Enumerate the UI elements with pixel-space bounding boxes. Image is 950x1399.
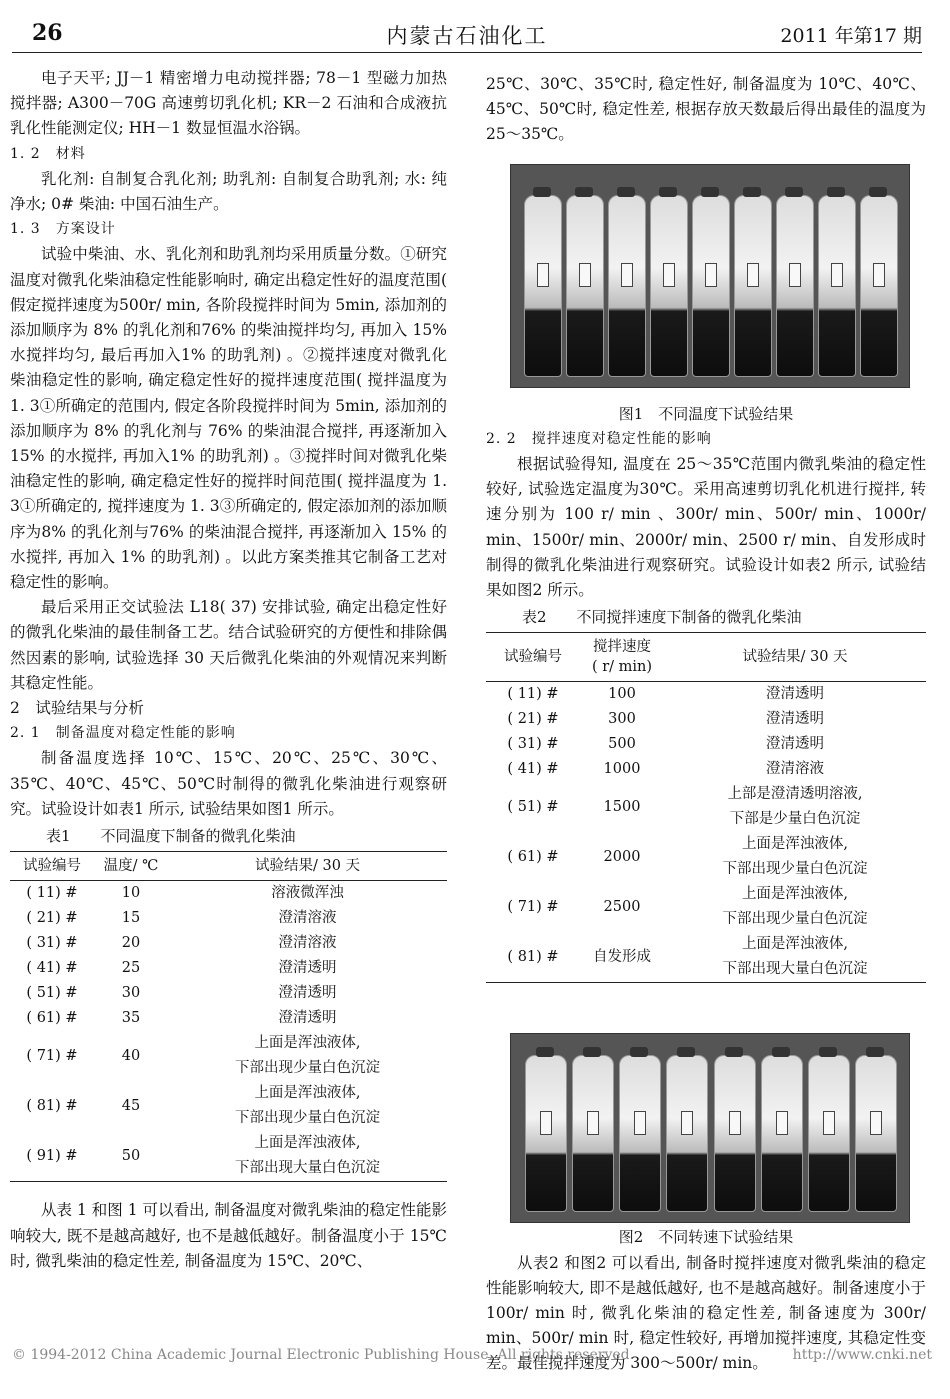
table2-cell-result	[664, 757, 926, 782]
bottle-label	[870, 1111, 882, 1135]
table1-result-line: 上面是浑浊液体,	[254, 1135, 361, 1152]
continuation-paragraph: 25℃、30℃、35℃时, 稳定性好, 制备温度为 10℃、40℃、45℃、50℃时, 稳定性差, 根据存放天数最后得出最佳的温度为 25～35℃。	[486, 75, 926, 144]
section-heading-2-1: 2. 1 制备温度对稳定性能的影响	[10, 725, 236, 742]
table2-cell-value: 300	[608, 711, 636, 728]
bottle-label	[747, 263, 759, 287]
table1-cell-value: 15	[121, 910, 141, 927]
orthogonal-paragraph: 最后采用正交试验法 L18( 37) 安排试验, 确定出稳定性好的微乳化柴油的最佳制备工艺。结合试验研究的方便性和排除偶然因素的影响, 试验选择 30 天后微乳化柴油的外观情况来判断其稳定性能。	[10, 598, 447, 692]
table1-result-line: 下部出现少量白色沉淀	[235, 1110, 380, 1127]
bottle-cap	[819, 1047, 837, 1057]
table2-result-line: 澄清溶液	[766, 761, 824, 778]
table1-cell-value: 20	[121, 935, 141, 952]
table1-header-id: 试验编号	[10, 852, 94, 881]
table1-result-line: 溶液微浑浊	[271, 885, 344, 902]
table1-cell-value: 40	[121, 1047, 141, 1064]
bottle-label	[634, 1111, 646, 1135]
bottle-label	[831, 263, 843, 287]
temperature-paragraph: 制备温度选择 10℃、15℃、20℃、25℃、30℃、35℃、40℃、45℃、50℃时制得的微乳化柴油进行观察研究。试验设计如表1 所示, 试验结果如图1 所示。	[10, 749, 447, 818]
section-heading-1-3: 1. 3 方案设计	[10, 221, 116, 238]
bottle-cap	[772, 1047, 790, 1057]
figure-1-photo	[510, 164, 910, 388]
table2-cell-id: ( 41) #	[507, 761, 559, 778]
table1-result-line: 下部出现大量白色沉淀	[235, 1160, 380, 1177]
bottle-label	[729, 1111, 741, 1135]
table1-cell-result	[168, 906, 447, 931]
table1-cell-value: 30	[121, 985, 141, 1002]
table2-header-speed-unit: ( r/ min)	[591, 659, 653, 676]
table2-header-result: 试验结果/ 30 天	[664, 633, 926, 682]
table1-result-line: 澄清溶液	[278, 935, 337, 952]
table2-cell-id: ( 31) #	[507, 736, 559, 753]
table1-result-line: 澄清溶液	[278, 910, 337, 927]
bottle-cap	[869, 187, 887, 197]
equipment-paragraph: 电子天平; JJ－1 精密增力电动搅拌器; 78－1 型磁力加热搅拌器; A300－70G 高速剪切乳化机; KR－2 石油和合成液抗乳化性能测定仪; HH－1 数显恒温水浴锅。	[10, 69, 447, 138]
table2-cell-value: 1500	[603, 798, 641, 815]
table1-cell-id: ( 61) #	[26, 1010, 78, 1027]
table2-cell-value: 2500	[603, 898, 641, 915]
table2-cell-id: ( 81) #	[507, 948, 559, 965]
table2-cell-result	[664, 707, 926, 732]
figure-1-caption: 图1 不同温度下试验结果	[618, 404, 794, 423]
table-row	[486, 932, 926, 983]
table2-result-line: 下部是少量白色沉淀	[729, 811, 861, 828]
table1-header-result: 试验结果/ 30 天	[168, 852, 447, 881]
bottle-label	[873, 263, 885, 287]
table-row	[486, 882, 926, 932]
table-row	[486, 757, 926, 782]
table2-result-line: 澄清透明	[766, 711, 824, 728]
table1-cell-id: ( 41) #	[26, 960, 78, 977]
figure-2-photo	[510, 1033, 910, 1223]
bottle-label	[540, 1111, 552, 1135]
table2-result-line: 上面是浑浊液体,	[741, 936, 849, 953]
bottle-cap	[536, 1047, 554, 1057]
table1-cell-result	[168, 931, 447, 956]
table2-cell-result	[664, 732, 926, 757]
table2-result-line: 上面是浑浊液体,	[741, 886, 849, 903]
table1-cell-id: ( 91) #	[26, 1147, 78, 1164]
table1-caption: 表1 不同温度下制备的微乳化柴油	[46, 827, 296, 846]
table1-cell-result	[168, 981, 447, 1006]
table1-cell-result	[168, 1031, 447, 1081]
bottle-label	[776, 1111, 788, 1135]
table-row	[10, 1131, 447, 1182]
conclusion-paragraph-1: 从表 1 和图 1 可以看出, 制备温度对微乳柴油的稳定性能影响较大, 既不是越高越好, 也不是越低越好。制备温度小于 15℃时, 微乳柴油的稳定性差, 制备温度为 15℃、20℃、	[10, 1201, 447, 1270]
bottle-cap	[827, 187, 845, 197]
table1-cell-value: 10	[121, 885, 141, 902]
table2-cell-id: ( 11) #	[507, 686, 559, 703]
bottle-cap	[866, 1047, 884, 1057]
table1-result-line: 澄清透明	[278, 1010, 337, 1027]
bottle-label	[705, 263, 717, 287]
journal-title: 内蒙古石油化工	[386, 24, 548, 48]
table-row	[10, 1006, 447, 1031]
bottle-label	[663, 263, 675, 287]
table2-cell-result	[664, 882, 926, 932]
table2-result-line: 下部出现少量白色沉淀	[722, 861, 868, 878]
table1-cell-value: 25	[121, 960, 141, 977]
table1-cell-id: ( 11) #	[26, 885, 78, 902]
table2-cell-result	[664, 782, 926, 832]
table2-header-speed	[580, 633, 664, 682]
table2-cell-result	[664, 682, 926, 708]
figure-2-caption: 图2 不同转速下试验结果	[618, 1228, 794, 1247]
table-row	[10, 956, 447, 981]
table2-cell-value: 1000	[603, 761, 641, 778]
table2-caption: 表2 不同搅拌速度下制备的微乳化柴油	[522, 608, 802, 627]
section-heading-1-2: 1. 2 材料	[10, 145, 86, 162]
materials-paragraph: 乳化剂: 自制复合乳化剂; 助乳剂: 自制复合助乳剂; 水: 纯净水; 0# 柴油: 中国石油生产。	[10, 169, 447, 214]
table1-cell-id: ( 51) #	[26, 985, 78, 1002]
table1-result-line: 澄清透明	[278, 985, 337, 1002]
table2-result-line: 上部是澄清透明溶液,	[727, 786, 863, 803]
bottle-cap	[583, 1047, 601, 1057]
table1-cell-value: 35	[121, 1010, 141, 1027]
right-column	[486, 72, 926, 1377]
speed-paragraph: 根据试验得知, 温度在 25～35℃范围内微乳柴油的稳定性较好, 试验选定温度为30℃。采用高速剪切乳化机进行搅拌, 转速分别为 100 r/ min 、300r/ min、500r/ min、1000r/ min、1500r/ min、2000r/ min、2500 r/ min、自发形成时制得的微乳化柴油进行观察研究。试验设计如表2 所示, 试验结果如图2 所示。	[486, 455, 926, 600]
bottle-cap	[630, 1047, 648, 1057]
bottle-cap	[785, 187, 803, 197]
table2-cell-result	[664, 832, 926, 882]
bottle-label	[823, 1111, 835, 1135]
table2-cell-id: ( 71) #	[507, 898, 559, 915]
section-heading-2: 2 试验结果与分析	[10, 699, 144, 718]
table2-header-id: 试验编号	[486, 633, 580, 682]
page-number: 26	[32, 20, 63, 46]
table2-result-line: 下部出现大量白色沉淀	[722, 961, 868, 978]
source-url: http://www.cnki.net	[792, 1347, 932, 1363]
bottle-cap	[659, 187, 677, 197]
table-row	[10, 1031, 447, 1081]
table1-cell-id: ( 21) #	[26, 910, 78, 927]
table1-result-line: 澄清透明	[278, 960, 337, 977]
bottle-cap	[677, 1047, 695, 1057]
table1-cell-value: 45	[121, 1097, 141, 1114]
table-row	[486, 832, 926, 882]
table2-cell-id: ( 21) #	[507, 711, 559, 728]
table2-result-line: 下部出现少量白色沉淀	[722, 911, 868, 928]
table-row	[486, 732, 926, 757]
table-row	[10, 1081, 447, 1131]
table1-result-line: 上面是浑浊液体,	[254, 1085, 361, 1102]
table1-cell-result	[168, 1006, 447, 1031]
table1-cell-result	[168, 881, 447, 907]
bottle-cap	[743, 187, 761, 197]
table1-cell-value: 50	[121, 1147, 141, 1164]
bottle-label	[789, 263, 801, 287]
table2-result-line: 上面是浑浊液体,	[741, 836, 849, 853]
table-row	[486, 782, 926, 832]
table1-cell-id: ( 31) #	[26, 935, 78, 952]
bottle-label	[587, 1111, 599, 1135]
table-row	[10, 906, 447, 931]
table-row	[10, 881, 447, 907]
table-row	[10, 981, 447, 1006]
page-header	[12, 18, 922, 53]
bottle-cap	[701, 187, 719, 197]
table2-cell-id: ( 61) #	[507, 848, 559, 865]
table-row	[10, 931, 447, 956]
table1-result-line: 上面是浑浊液体,	[254, 1035, 361, 1052]
table1-cell-result	[168, 1131, 447, 1182]
conclusion-paragraph-2: 从表2 和图2 可以看出, 制备时搅拌速度对微乳柴油的稳定性能影响较大, 即不是越低越好, 也不是越高越好。制备速度小于 100r/ min 时, 微乳化柴油的稳定性差, 制备速度为 300r/ min、500r/ min 时, 稳定性较好, 再增加搅拌速度, 其稳定性变差。最佳搅拌速度为 300～500r/ min。	[486, 1253, 926, 1373]
table2-result-line: 澄清透明	[766, 736, 824, 753]
bottle-cap	[725, 1047, 743, 1057]
copyright-text: © 1994-2012 China Academic Journal Electronic Publishing House. All rights reserved.	[12, 1347, 635, 1363]
table2-result-line: 澄清透明	[766, 686, 824, 703]
table-2	[486, 632, 926, 983]
bottle-cap	[575, 187, 593, 197]
bottle-cap	[617, 187, 635, 197]
table-1	[10, 851, 447, 1182]
table2-cell-value: 500	[608, 736, 636, 753]
bottle-label	[621, 263, 633, 287]
table-row	[486, 682, 926, 708]
table1-cell-result	[168, 1081, 447, 1131]
section-heading-2-2: 2. 2 搅拌速度对稳定性能的影响	[486, 430, 712, 447]
bottle-label	[681, 1111, 693, 1135]
table2-cell-value: 自发形成	[593, 948, 651, 965]
bottle-cap	[533, 187, 551, 197]
table2-cell-value: 2000	[603, 848, 641, 865]
table1-result-line: 下部出现少量白色沉淀	[235, 1060, 380, 1077]
table-row	[486, 707, 926, 732]
table2-header-speed-label: 搅拌速度	[593, 639, 651, 656]
bottle-label	[579, 263, 591, 287]
table2-cell-id: ( 51) #	[507, 798, 559, 815]
issue-label: 2011 年第17 期	[780, 25, 922, 47]
table1-header-temp: 温度/ ℃	[94, 852, 168, 881]
table2-cell-value: 100	[608, 686, 636, 703]
bottle-label	[537, 263, 549, 287]
plan-paragraph: 试验中柴油、水、乳化剂和助乳剂均采用质量分数。①研究温度对微乳化柴油稳定性能影响时, 确定出稳定性好的温度范围( 假定搅拌速度为500r/ min, 各阶段搅拌时间为 5min, 添加剂的添加顺序为 8% 的乳化剂和76% 的柴油搅拌均匀, 再加入 15% 水搅拌均匀, 最后再加入1% 的助乳剂) 。②搅拌速度对微乳化柴油稳定性的影响, 确定稳定性好的搅拌速度范围( 搅拌温度为 1. 3①所确定的范围内, 假定各阶段搅拌时间为 5min, 添加剂的添加顺序为 8% 的乳化剂与 76% 的柴油混合搅拌, 再逐渐加入 15% 的水搅拌, 再加入1% 的助乳剂) 。③搅拌时间对微乳化柴油稳定性的影响, 确定稳定性好的搅拌时间范围( 搅拌温度为 1. 3①所确定的, 搅拌速度为 1. 3③所确定的, 假定添加剂的添加顺序为8% 的乳化剂与76% 的柴油混合搅拌, 再逐渐加入 15% 的水搅拌, 再加入 1% 的助乳剂) 。以此方案类推其它制备工艺对稳定性的影响。	[10, 245, 447, 592]
table2-cell-result	[664, 932, 926, 983]
table1-cell-result	[168, 956, 447, 981]
table1-cell-id: ( 71) #	[26, 1047, 78, 1064]
left-column	[10, 66, 447, 1274]
table1-cell-id: ( 81) #	[26, 1097, 78, 1114]
